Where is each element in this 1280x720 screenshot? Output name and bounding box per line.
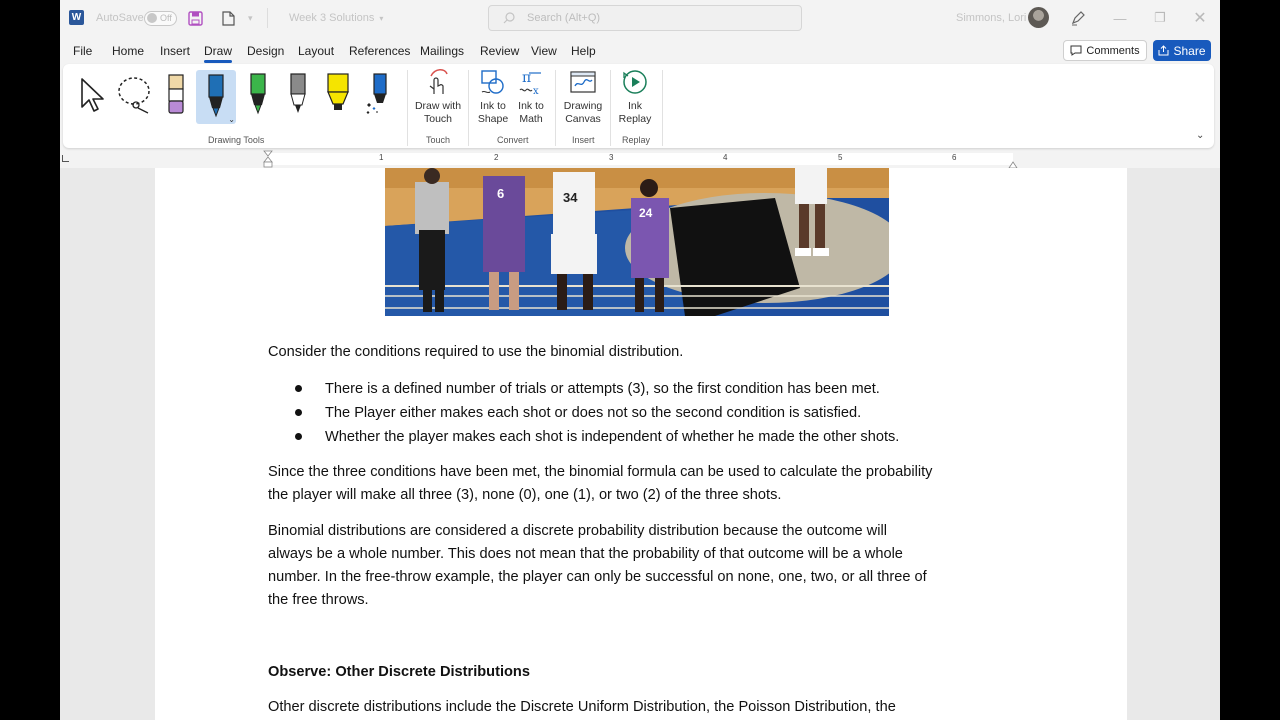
list-item-text: There is a defined number of trials or attempts (3), so the first condition has been met.	[325, 381, 880, 397]
save-icon[interactable]	[188, 0, 203, 36]
text-line: Other discrete distributions include the Discrete Uniform Distribution, the Poisson Distribution, the	[268, 699, 896, 715]
bullet-icon	[295, 433, 302, 440]
tab-design[interactable]: Design	[247, 44, 285, 58]
ink-to-shape-button[interactable]	[475, 68, 511, 126]
search-icon	[503, 12, 515, 24]
draw-ribbon	[63, 64, 1214, 148]
draw-with-touch-button[interactable]	[413, 68, 463, 126]
group-divider	[662, 70, 663, 146]
share-icon	[1158, 45, 1169, 56]
highlighter-yellow-button[interactable]	[321, 70, 355, 120]
tab-references[interactable]: References	[349, 44, 411, 58]
ink-to-math-label: Ink to Math	[518, 100, 544, 125]
document-canvas	[60, 168, 1220, 720]
pen-icon	[288, 73, 308, 117]
document-title-text: Week 3 Solutions	[289, 12, 375, 24]
tab-draw[interactable]: Draw	[204, 44, 233, 58]
basketball-image[interactable]	[385, 168, 889, 316]
group-label-drawing-tools: Drawing Tools	[208, 135, 265, 145]
lasso-select-button[interactable]	[115, 70, 155, 120]
chevron-down-icon: ▾	[379, 13, 384, 23]
pointer-arrow-icon	[78, 77, 106, 113]
share-label: Share	[1173, 43, 1206, 58]
text-line: Since the three conditions have been met, the binomial formula can be used to calculate the probability	[268, 464, 933, 480]
pencil-purple-button[interactable]	[159, 70, 193, 120]
ink-to-math-icon	[517, 68, 545, 96]
list-item[interactable]	[295, 377, 1015, 401]
draw-with-touch-label: Draw with Touch	[414, 100, 462, 125]
pen-icon	[248, 73, 268, 117]
paragraph-conditions[interactable]	[268, 461, 1028, 507]
tab-stop-selector-icon[interactable]	[62, 155, 69, 162]
document-page[interactable]	[155, 168, 1127, 720]
autosave-toggle-wrap[interactable]	[144, 0, 177, 36]
pen-dropdown-icon[interactable]: ⌄	[228, 115, 235, 124]
ruler-number: 1	[379, 153, 384, 162]
pencil-icon	[166, 74, 186, 116]
tab-view[interactable]: View	[531, 44, 557, 58]
avatar[interactable]	[1028, 7, 1049, 28]
group-label-insert: Insert	[572, 135, 595, 145]
group-divider	[555, 70, 556, 146]
pen-green-button[interactable]	[241, 70, 275, 120]
lasso-icon	[116, 75, 154, 115]
title-bar	[60, 0, 1220, 36]
tab-home[interactable]: Home	[112, 44, 145, 58]
pen-settings-icon[interactable]	[1070, 0, 1086, 36]
restore-icon[interactable]: ❐	[1154, 10, 1166, 25]
paragraph-other-distributions[interactable]	[268, 696, 1028, 719]
section-heading[interactable]: Observe: Other Discrete Distributions	[268, 664, 530, 680]
list-item-text: Whether the player makes each shot is independent of whether he made the other shots.	[325, 429, 900, 445]
list-item-text: The Player either makes each shot or does not so the second condition is satisfied.	[325, 405, 862, 421]
svg-text:x: x	[533, 86, 539, 96]
tab-review[interactable]: Review	[480, 44, 520, 58]
ink-to-shape-icon	[479, 68, 507, 96]
quick-access-dropdown-icon[interactable]: ▾	[248, 12, 253, 23]
jersey-number: 24	[639, 206, 653, 220]
minimize-icon[interactable]: —	[1113, 10, 1127, 26]
pen-black-button[interactable]	[281, 70, 315, 120]
ink-replay-label: Ink Replay	[618, 100, 652, 125]
group-label-touch: Touch	[426, 135, 451, 145]
ruler-number: 4	[723, 153, 728, 162]
text-line: number. In the free-throw example, the player can only be successful on none, one, two, or all three of	[268, 569, 927, 585]
pen-blue-selected-button[interactable]	[196, 70, 236, 124]
comment-icon	[1070, 45, 1082, 56]
ruler-number: 6	[952, 153, 957, 162]
collapse-ribbon-icon[interactable]: ⌄	[1196, 130, 1205, 141]
jersey-number: 34	[563, 190, 578, 205]
group-label-convert: Convert	[497, 135, 529, 145]
tab-file[interactable]: File	[73, 44, 93, 58]
ink-to-math-button[interactable]	[513, 68, 549, 126]
select-tool-button[interactable]	[75, 70, 109, 120]
touch-draw-icon	[424, 68, 452, 96]
drawing-canvas-icon	[569, 68, 597, 96]
tab-insert[interactable]: Insert	[160, 44, 191, 58]
ruler-number: 2	[494, 153, 499, 162]
autosave-label: AutoSave	[96, 12, 144, 24]
user-name[interactable]: Simmons, Lori	[956, 12, 1027, 24]
tab-layout[interactable]: Layout	[298, 44, 335, 58]
close-icon[interactable]: ✕	[1193, 10, 1207, 27]
replay-icon	[621, 68, 649, 96]
ruler-number: 3	[609, 153, 614, 162]
right-indent-marker-icon[interactable]	[1008, 156, 1018, 166]
group-divider	[407, 70, 408, 146]
indent-marker-icon[interactable]	[263, 150, 273, 168]
new-document-icon[interactable]	[222, 0, 235, 36]
text-line: Binomial distributions are considered a discrete probability distribution because the outcome will	[268, 523, 887, 539]
highlighter-icon	[325, 73, 351, 117]
ruler-number: 5	[838, 153, 843, 162]
ink-replay-button[interactable]	[615, 68, 655, 126]
bullet-list	[295, 377, 1015, 449]
horizontal-ruler[interactable]	[60, 150, 1220, 168]
share-button[interactable]	[1153, 40, 1211, 61]
text-line: always be a whole number. This does not mean that the probability of that outcome will be a whole	[268, 546, 903, 562]
title-divider	[267, 8, 268, 28]
svg-text:π: π	[522, 70, 532, 86]
jersey-number: 6	[497, 186, 505, 201]
search-placeholder: Search (Alt+Q)	[527, 12, 601, 24]
autosave-state: Off	[160, 13, 172, 23]
word-window	[60, 0, 1220, 720]
comments-label: Comments	[1086, 44, 1140, 57]
bullet-icon	[295, 385, 302, 392]
ink-to-shape-label: Ink to Shape	[477, 100, 509, 125]
paragraph-discrete[interactable]	[268, 520, 1028, 612]
menu-bar	[60, 36, 1220, 64]
tab-help[interactable]: Help	[571, 44, 596, 58]
group-label-replay: Replay	[622, 135, 651, 145]
group-divider	[468, 70, 469, 146]
paragraph-intro[interactable]: Consider the conditions required to use the binomial distribution.	[268, 344, 684, 360]
tab-mailings[interactable]: Mailings	[420, 44, 465, 58]
group-divider	[610, 70, 611, 146]
pen-glitter-button[interactable]	[361, 70, 395, 120]
document-title[interactable]	[289, 0, 383, 36]
comments-button[interactable]	[1063, 40, 1147, 61]
drawing-canvas-button[interactable]	[560, 68, 606, 126]
autosave-toggle[interactable]	[144, 11, 177, 26]
list-item[interactable]	[295, 401, 1015, 425]
word-logo-icon: W	[69, 10, 84, 25]
search-input[interactable]	[488, 5, 802, 31]
list-item[interactable]	[295, 425, 1015, 449]
drawing-canvas-label: Drawing Canvas	[563, 100, 603, 125]
toggle-knob-icon	[147, 13, 157, 23]
glitter-pen-icon	[365, 73, 391, 117]
text-line: the player will make all three (3), none (0), one (1), or two (2) of the three shots.	[268, 487, 782, 503]
text-line: the free throws.	[268, 592, 369, 608]
pen-icon	[205, 74, 227, 120]
bullet-icon	[295, 409, 302, 416]
